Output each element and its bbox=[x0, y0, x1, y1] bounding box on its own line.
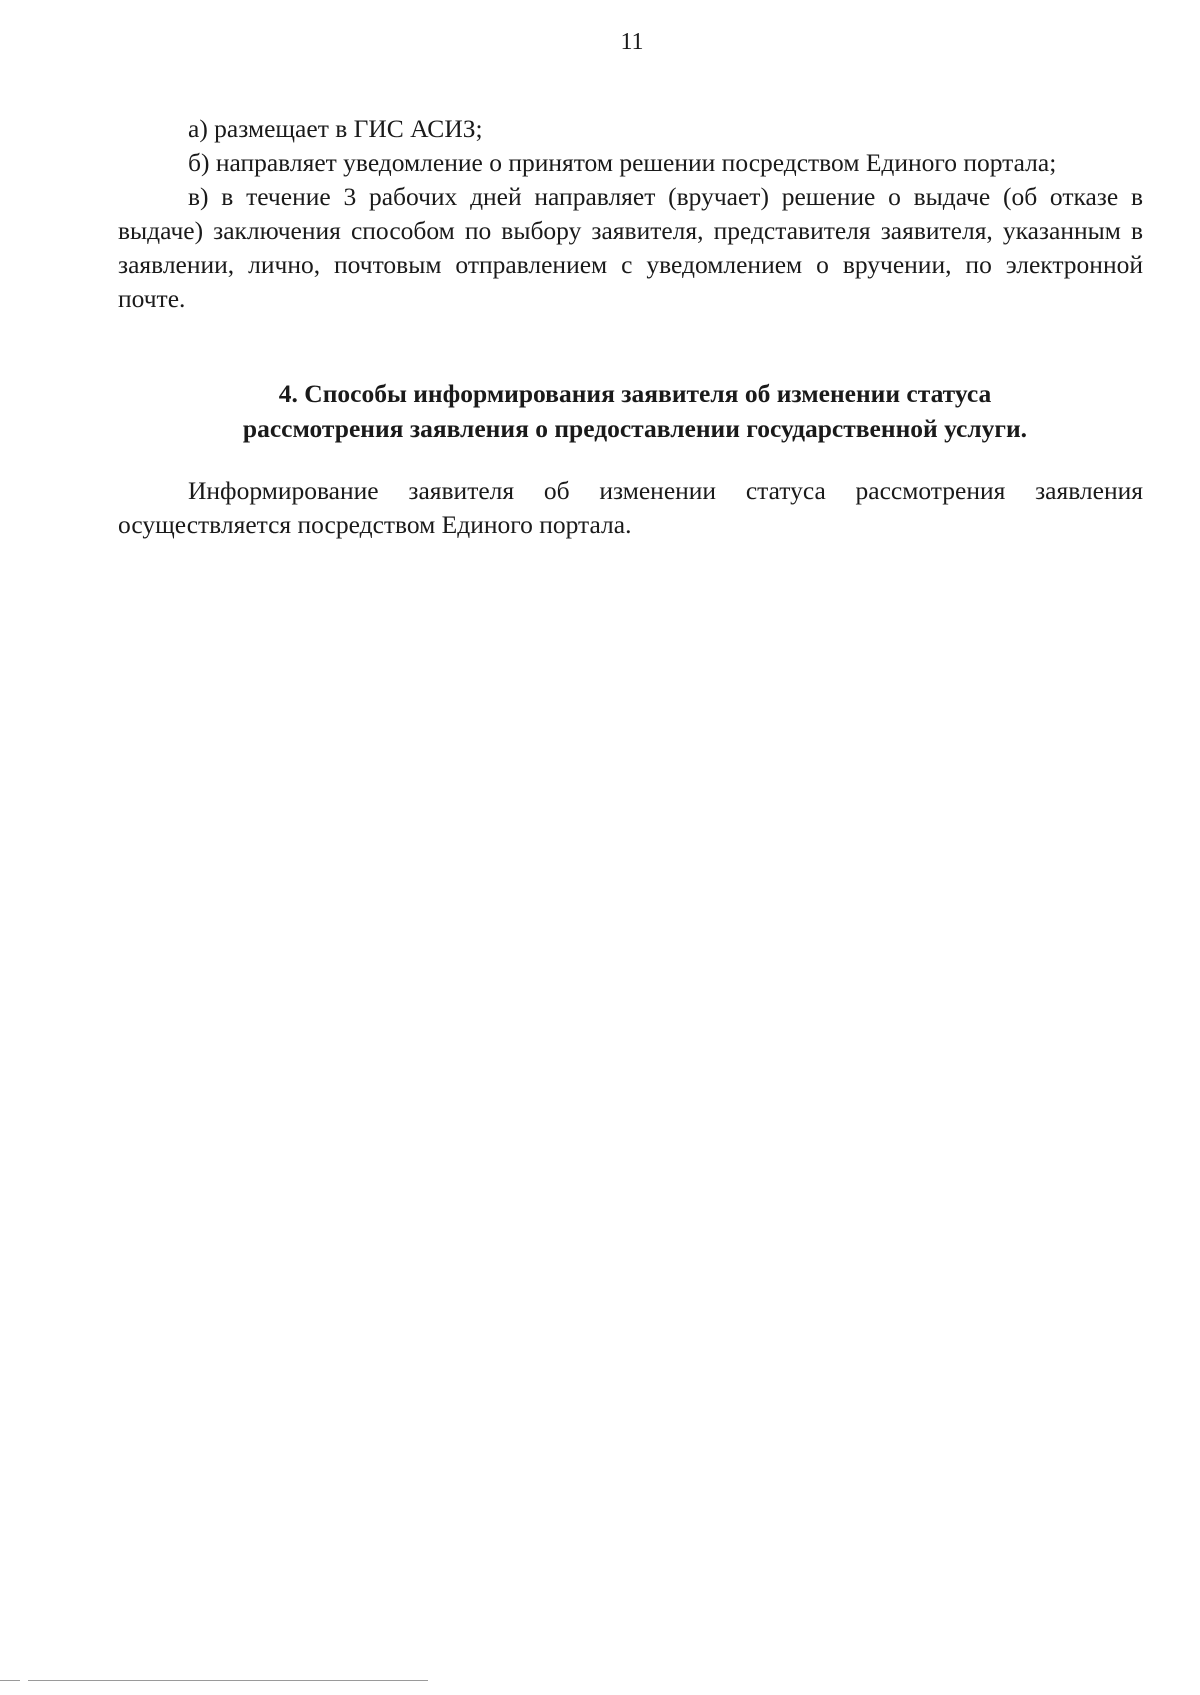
footer-rule bbox=[28, 1680, 428, 1681]
section-heading-line-2: рассмотрения заявления о предоставлении государственной услуги. bbox=[242, 414, 1028, 443]
page-number: 11 bbox=[620, 29, 644, 55]
info-section bbox=[118, 474, 1143, 542]
footer-scan-mark bbox=[0, 1680, 20, 1681]
list-item-b: б) направляет уведомление о принятом решении посредством Единого портала; bbox=[188, 148, 1057, 177]
list-item-c: в) в течение 3 рабочих дней направляет (вручает) решение о выдаче (об отказе в выдаче) заключения способом по выбору заявителя, представителя заявителя, указанным в заявлении, лично, почтовым отправлением с уведомлением о вручении, по электронной почте. bbox=[118, 182, 1143, 313]
action-list bbox=[118, 112, 1143, 316]
section-heading bbox=[150, 376, 1120, 446]
section-heading-line-1: 4. Способы информирования заявителя об изменении статуса bbox=[278, 379, 992, 408]
info-paragraph: Информирование заявителя об изменении статуса рассмотрения заявления осуществляется посредством Единого портала. bbox=[118, 476, 1143, 539]
list-item-a: а) размещает в ГИС АСИЗ; bbox=[188, 114, 483, 143]
